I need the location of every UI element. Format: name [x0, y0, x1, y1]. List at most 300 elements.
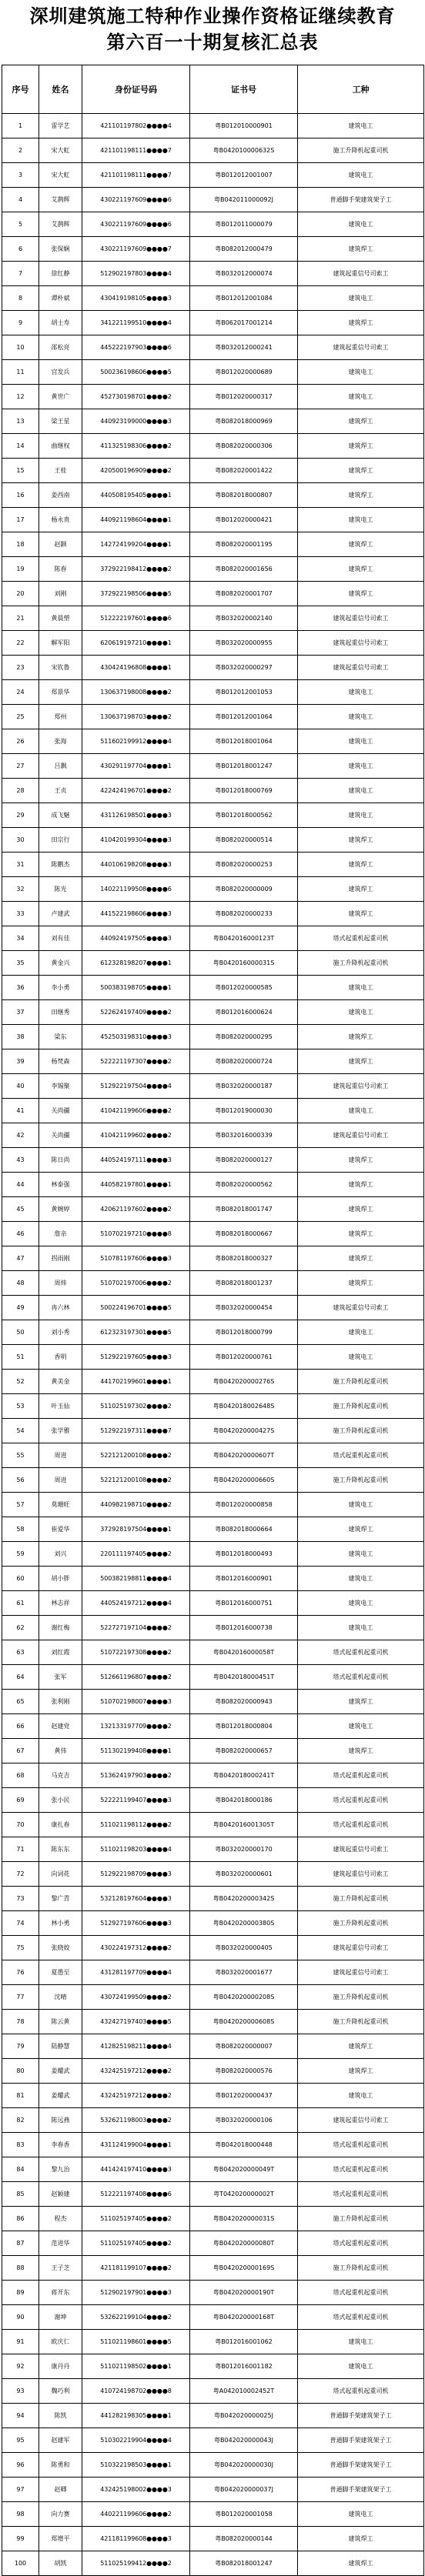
cell-id-number: 440106198208●●●●3 — [82, 853, 190, 877]
cell-seq: 86 — [2, 2207, 39, 2231]
cell-id-number: 432425197212●●●●2 — [82, 2059, 190, 2084]
cell-seq: 90 — [2, 2305, 39, 2330]
cell-seq: 30 — [2, 828, 39, 853]
cell-certificate-number: 粤B042020000031S — [190, 2207, 298, 2231]
cell-name: 胡小胖 — [39, 1567, 82, 1591]
cell-name: 刘兴 — [39, 1542, 82, 1567]
cell-id-number: 412825198211●●●●4 — [82, 2034, 190, 2059]
table-row — [2, 2354, 424, 2379]
cell-id-number: 512922198709●●●●3 — [82, 1862, 190, 1887]
table-row — [2, 1370, 424, 1394]
cell-name: 赵建党 — [39, 1714, 82, 1739]
cell-seq: 56 — [2, 1468, 39, 1493]
cell-name: 张小民 — [39, 1788, 82, 1813]
cell-name: 陈东东 — [39, 1837, 82, 1862]
cell-id-number: 511025197405●●●●2 — [82, 2207, 190, 2231]
table-row — [2, 163, 424, 188]
cell-job-type: 建筑起重信号司索工 — [298, 1123, 424, 1148]
cell-seq: 27 — [2, 754, 39, 779]
cell-job-type: 施工升降机起重司机 — [298, 1911, 424, 1936]
table-row — [2, 2453, 424, 2478]
cell-seq: 80 — [2, 2059, 39, 2084]
cell-id-number: 372922198506●●●●5 — [82, 582, 190, 606]
cell-certificate-number: 粤B032020000106 — [190, 2108, 298, 2133]
cell-id-number: 431124199004●●●●1 — [82, 2133, 190, 2157]
cell-id-number: 532128197604●●●●3 — [82, 1887, 190, 1911]
cell-job-type: 建筑电工 — [298, 1345, 424, 1370]
cell-certificate-number: 粤B042018000241T — [190, 1763, 298, 1788]
cell-name: 黎广青 — [39, 1887, 82, 1911]
cell-certificate-number: 粤B012016000738 — [190, 1616, 298, 1640]
cell-certificate-number: 粤B042020000380S — [190, 1911, 298, 1936]
cell-seq: 77 — [2, 1985, 39, 2010]
cell-name: 郑景华 — [39, 680, 82, 705]
cell-seq: 15 — [2, 459, 39, 483]
table-row — [2, 311, 424, 335]
cell-job-type: 建筑电工 — [298, 212, 424, 237]
cell-id-number: 432425197212●●●●2 — [82, 2084, 190, 2108]
table-row — [2, 1246, 424, 1271]
cell-job-type: 建筑焊工 — [298, 582, 424, 606]
cell-id-number: 372922198412●●●●2 — [82, 557, 190, 582]
cell-job-type: 建筑电工 — [298, 729, 424, 754]
cell-seq: 21 — [2, 606, 39, 631]
cell-name: 胡凯 — [39, 2551, 82, 2576]
cell-seq: 40 — [2, 1074, 39, 1099]
cell-job-type: 建筑起重信号司索工 — [298, 2108, 424, 2133]
cell-certificate-number: 粤B012012001007 — [190, 163, 298, 188]
cell-name: 蒋开东 — [39, 2281, 82, 2305]
cell-certificate-number: 粤B012018000562 — [190, 803, 298, 828]
table-row — [2, 2478, 424, 2502]
cell-certificate-number: 粤B042020000607T — [190, 1443, 298, 1468]
table-row — [2, 1862, 424, 1887]
review-summary-table — [2, 65, 424, 2576]
cell-name: 黄晨塑 — [39, 606, 82, 631]
cell-certificate-number: 粤B042020000190T — [190, 2281, 298, 2305]
table-row — [2, 1123, 424, 1148]
cell-certificate-number: 粤B012020000689 — [190, 360, 298, 385]
table-row — [2, 902, 424, 926]
cell-seq: 95 — [2, 2428, 39, 2453]
cell-job-type: 建筑焊工 — [298, 1148, 424, 1173]
cell-id-number: 341221199510●●●●4 — [82, 311, 190, 335]
cell-certificate-number: 粤B082020001195 — [190, 532, 298, 557]
cell-seq: 98 — [2, 2502, 39, 2527]
cell-seq: 55 — [2, 1443, 39, 1468]
cell-certificate-number: 粤B082020000295 — [190, 1025, 298, 1049]
cell-seq: 75 — [2, 1936, 39, 1960]
table-row — [2, 1616, 424, 1640]
cell-id-number: 420500196909●●●●2 — [82, 459, 190, 483]
cell-id-number: 510702197006●●●●2 — [82, 1271, 190, 1296]
cell-id-number: 522221199407●●●●3 — [82, 1788, 190, 1813]
cell-id-number: 512661196807●●●●2 — [82, 1665, 190, 1690]
cell-id-number: 512922197605●●●●3 — [82, 1345, 190, 1370]
table-row — [2, 360, 424, 385]
cell-job-type: 建筑电工 — [298, 2084, 424, 2108]
cell-certificate-number: 粤T042020000002T — [190, 2182, 298, 2207]
cell-id-number: 440921198604●●●●1 — [82, 508, 190, 532]
cell-id-number: 372928197504●●●●1 — [82, 1517, 190, 1542]
table-row — [2, 705, 424, 729]
table-row — [2, 1271, 424, 1296]
cell-certificate-number: 粤B082020000657 — [190, 1739, 298, 1763]
cell-job-type: 普通脚手架建筑架子工 — [298, 2404, 424, 2428]
cell-certificate-number: 粤B042016000123T — [190, 926, 298, 951]
cell-seq: 39 — [2, 1049, 39, 1074]
cell-certificate-number: 粤B042018000451T — [190, 1665, 298, 1690]
cell-name: 王子芝 — [39, 2256, 82, 2281]
cell-seq: 96 — [2, 2453, 39, 2478]
cell-job-type: 建筑起重信号司索工 — [298, 1074, 424, 1099]
cell-id-number: 132133197709●●●●2 — [82, 1714, 190, 1739]
table-row — [2, 631, 424, 656]
cell-certificate-number: 粤B032012000074 — [190, 262, 298, 286]
cell-job-type: 施工升降机起重司机 — [298, 1394, 424, 1419]
table-row — [2, 114, 424, 138]
table-row — [2, 680, 424, 705]
cell-seq: 83 — [2, 2133, 39, 2157]
cell-name: 刘小秀 — [39, 1320, 82, 1345]
table-row — [2, 729, 424, 754]
table-row — [2, 1443, 424, 1468]
cell-seq: 47 — [2, 1246, 39, 1271]
cell-certificate-number: 粤B042020000080T — [190, 2231, 298, 2256]
cell-name: 陈云黄 — [39, 2010, 82, 2034]
cell-id-number: 532622199104●●●●2 — [82, 2305, 190, 2330]
cell-name: 姜耀武 — [39, 2084, 82, 2108]
cell-name: 李锡聚 — [39, 1074, 82, 1099]
cell-certificate-number: 粤B012020000421 — [190, 508, 298, 532]
table-row — [2, 2207, 424, 2231]
cell-seq: 94 — [2, 2404, 39, 2428]
cell-seq: 31 — [2, 853, 39, 877]
cell-job-type: 建筑电工 — [298, 1714, 424, 1739]
cell-name: 周进 — [39, 1443, 82, 1468]
cell-name: 张海 — [39, 729, 82, 754]
cell-id-number: 532621198003●●●●2 — [82, 2108, 190, 2133]
cell-id-number: 511025197405●●●●2 — [82, 2231, 190, 2256]
cell-seq: 92 — [2, 2354, 39, 2379]
table-row — [2, 2404, 424, 2428]
table-row — [2, 951, 424, 976]
cell-seq: 85 — [2, 2182, 39, 2207]
cell-name: 赵建军 — [39, 2428, 82, 2453]
cell-certificate-number: 粤B042020000342S — [190, 1887, 298, 1911]
cell-job-type: 塔式起重机起重司机 — [298, 2379, 424, 2404]
cell-job-type: 建筑焊工 — [298, 1271, 424, 1296]
cell-name: 崔爱华 — [39, 1517, 82, 1542]
cell-name: 陈远燕 — [39, 2108, 82, 2133]
cell-certificate-number: 粤B012020000858 — [190, 1493, 298, 1517]
cell-name: 林志祥 — [39, 1591, 82, 1616]
cell-job-type: 建筑焊工 — [298, 1222, 424, 1246]
cell-job-type: 建筑起重信号司索工 — [298, 1936, 424, 1960]
table-header-row — [2, 65, 424, 114]
table-row — [2, 779, 424, 803]
cell-id-number: 512922197504●●●●4 — [82, 1074, 190, 1099]
table-row — [2, 1517, 424, 1542]
cell-certificate-number: 粤B042020000660S — [190, 1468, 298, 1493]
cell-name: 黄世广 — [39, 385, 82, 409]
cell-certificate-number: 粤B042016000031S — [190, 951, 298, 976]
cell-seq: 32 — [2, 877, 39, 902]
cell-name: 夏愚至 — [39, 1960, 82, 1985]
table-row — [2, 2034, 424, 2059]
cell-job-type: 建筑起重信号司索工 — [298, 1960, 424, 1985]
cell-seq: 18 — [2, 532, 39, 557]
cell-job-type: 建筑焊工 — [298, 434, 424, 459]
cell-seq: 3 — [2, 163, 39, 188]
cell-job-type: 建筑电工 — [298, 1616, 424, 1640]
cell-job-type: 建筑焊工 — [298, 877, 424, 902]
cell-seq: 33 — [2, 902, 39, 926]
cell-certificate-number: 粤B042020000037J — [190, 2478, 298, 2502]
cell-job-type: 建筑起重信号司索工 — [298, 335, 424, 360]
cell-certificate-number: 粤B012018001247 — [190, 754, 298, 779]
table-row — [2, 1985, 424, 2010]
table-row — [2, 1493, 424, 1517]
cell-name: 魏巧利 — [39, 2379, 82, 2404]
table-row — [2, 1320, 424, 1345]
cell-id-number: 500382198811●●●●4 — [82, 1567, 190, 1591]
cell-seq: 61 — [2, 1591, 39, 1616]
cell-name: 向力赛 — [39, 2502, 82, 2527]
cell-certificate-number: 粤B032020000405 — [190, 1936, 298, 1960]
cell-name: 卢建武 — [39, 902, 82, 926]
table-row — [2, 1468, 424, 1493]
table-row — [2, 1763, 424, 1788]
table-row — [2, 1197, 424, 1222]
cell-id-number: 140221199508●●●●6 — [82, 877, 190, 902]
cell-seq: 8 — [2, 286, 39, 311]
cell-name: 陆静慧 — [39, 2034, 82, 2059]
cell-seq: 14 — [2, 434, 39, 459]
cell-job-type: 建筑焊工 — [298, 1049, 424, 1074]
cell-seq: 48 — [2, 1271, 39, 1296]
cell-job-type: 建筑电工 — [298, 779, 424, 803]
cell-id-number: 510722197308●●●●2 — [82, 1640, 190, 1665]
cell-job-type: 建筑焊工 — [298, 2059, 424, 2084]
cell-job-type: 建筑电工 — [298, 2354, 424, 2379]
cell-name: 黎九治 — [39, 2157, 82, 2182]
cell-seq: 16 — [2, 483, 39, 508]
cell-certificate-number: 粤B012018001064 — [190, 729, 298, 754]
cell-name: 张学雅 — [39, 1419, 82, 1443]
cell-seq: 41 — [2, 1099, 39, 1123]
cell-name: 邵松亮 — [39, 335, 82, 360]
cell-seq: 49 — [2, 1296, 39, 1320]
cell-job-type: 建筑电工 — [298, 1567, 424, 1591]
cell-name: 郑增平 — [39, 2527, 82, 2551]
cell-name: 雷学艺 — [39, 114, 82, 138]
cell-seq: 76 — [2, 1960, 39, 1985]
cell-seq: 62 — [2, 1616, 39, 1640]
cell-certificate-number: 粤B042020000049T — [190, 2157, 298, 2182]
table-row — [2, 1837, 424, 1862]
cell-seq: 36 — [2, 976, 39, 1000]
table-row — [2, 1394, 424, 1419]
cell-job-type: 塔式起重机起重司机 — [298, 2281, 424, 2305]
cell-certificate-number: 粤B032020000187 — [190, 1074, 298, 1099]
table-row — [2, 483, 424, 508]
cell-seq: 34 — [2, 926, 39, 951]
cell-seq: 65 — [2, 1690, 39, 1714]
cell-seq: 78 — [2, 2010, 39, 2034]
cell-id-number: 422424196701●●●●2 — [82, 779, 190, 803]
cell-name: 陈鹏杰 — [39, 853, 82, 877]
cell-job-type: 建筑电工 — [298, 114, 424, 138]
cell-job-type: 施工升降机起重司机 — [298, 2256, 424, 2281]
table-row — [2, 286, 424, 311]
cell-job-type: 建筑焊工 — [298, 1197, 424, 1222]
cell-certificate-number: 粤B012012001084 — [190, 286, 298, 311]
cell-name: 欧庆仁 — [39, 2330, 82, 2354]
cell-certificate-number: 粤B082020000253 — [190, 853, 298, 877]
cell-job-type: 建筑起重信号司索工 — [298, 656, 424, 680]
cell-name: 黄美金 — [39, 1370, 82, 1394]
cell-certificate-number: 粤B012018000799 — [190, 1320, 298, 1345]
cell-certificate-number: 粤B012012001053 — [190, 680, 298, 705]
column-header-id-number: 身份证号码 — [82, 65, 190, 114]
table-row — [2, 2379, 424, 2404]
cell-name: 香明 — [39, 1345, 82, 1370]
cell-certificate-number: 粤B042011000092J — [190, 188, 298, 212]
cell-certificate-number: 粤B082018001237 — [190, 1271, 298, 1296]
cell-seq: 19 — [2, 557, 39, 582]
cell-certificate-number: 粤B032020002140 — [190, 606, 298, 631]
cell-seq: 82 — [2, 2108, 39, 2133]
cell-seq: 72 — [2, 1862, 39, 1887]
cell-job-type: 塔式起重机起重司机 — [298, 1443, 424, 1468]
cell-certificate-number: 粤B032020001677 — [190, 1960, 298, 1985]
table-row — [2, 459, 424, 483]
cell-seq: 37 — [2, 1000, 39, 1025]
table-row — [2, 262, 424, 286]
cell-certificate-number: 粤B082018001247 — [190, 2551, 298, 2576]
cell-seq: 68 — [2, 1763, 39, 1788]
cell-seq: 70 — [2, 1813, 39, 1837]
cell-name: 宋钦鲁 — [39, 656, 82, 680]
cell-id-number: 512927197606●●●●3 — [82, 1911, 190, 1936]
cell-id-number: 511025199412●●●●2 — [82, 2551, 190, 2576]
cell-certificate-number: 粤A042010002452T — [190, 2379, 298, 2404]
cell-certificate-number: 粤B042020000025J — [190, 2404, 298, 2428]
cell-job-type: 施工升降机起重司机 — [298, 2010, 424, 2034]
cell-seq: 58 — [2, 1517, 39, 1542]
cell-job-type: 建筑电工 — [298, 360, 424, 385]
cell-name: 沈晴 — [39, 1985, 82, 2010]
cell-certificate-number: 粤B012016000624 — [190, 1000, 298, 1025]
cell-certificate-number: 粤B082020001707 — [190, 582, 298, 606]
cell-name: 林泰强 — [39, 1173, 82, 1197]
cell-name: 宋大虹 — [39, 163, 82, 188]
cell-seq: 28 — [2, 779, 39, 803]
cell-name: 关尚疆 — [39, 1099, 82, 1123]
cell-name: 田继秀 — [39, 1000, 82, 1025]
cell-seq: 89 — [2, 2281, 39, 2305]
cell-certificate-number: 粤B042016001305T — [190, 1813, 298, 1837]
cell-seq: 67 — [2, 1739, 39, 1763]
cell-seq: 10 — [2, 335, 39, 360]
table-body — [2, 114, 424, 2576]
cell-certificate-number: 粤B082020000943 — [190, 1690, 298, 1714]
cell-certificate-number: 粤B042010000632S — [190, 138, 298, 163]
cell-name: 康扎春 — [39, 1813, 82, 1837]
cell-name: 关尚疆 — [39, 1123, 82, 1148]
cell-certificate-number: 粤B042020000030J — [190, 2453, 298, 2478]
cell-id-number: 512902197901●●●●3 — [82, 2281, 190, 2305]
cell-id-number: 430221197609●●●●6 — [82, 188, 190, 212]
table-row — [2, 2010, 424, 2034]
cell-job-type: 建筑起重信号司索工 — [298, 1837, 424, 1862]
cell-certificate-number: 粤B062017001214 — [190, 311, 298, 335]
cell-name: 拐雨刚 — [39, 1246, 82, 1271]
cell-certificate-number: 粤B082020001422 — [190, 459, 298, 483]
cell-job-type: 建筑电工 — [298, 163, 424, 188]
cell-seq: 1 — [2, 114, 39, 138]
cell-id-number: 441424197410●●●●3 — [82, 2157, 190, 2182]
cell-certificate-number: 粤B012020000317 — [190, 385, 298, 409]
cell-seq: 53 — [2, 1394, 39, 1419]
cell-id-number: 500383198705●●●●1 — [82, 976, 190, 1000]
cell-id-number: 440524197212●●●●4 — [82, 1591, 190, 1616]
cell-job-type: 普通脚手架建筑架子工 — [298, 2453, 424, 2478]
cell-job-type: 建筑电工 — [298, 1320, 424, 1345]
cell-name: 张军 — [39, 1665, 82, 1690]
cell-certificate-number: 粤B012016000751 — [190, 1591, 298, 1616]
cell-job-type: 施工升降机起重司机 — [298, 138, 424, 163]
document-title — [0, 0, 425, 60]
cell-job-type: 建筑焊工 — [298, 1246, 424, 1271]
cell-id-number: 512922197311●●●●7 — [82, 1419, 190, 1443]
cell-id-number: 511025197302●●●●2 — [82, 1394, 190, 1419]
column-header-seq: 序号 — [2, 65, 39, 114]
cell-seq: 63 — [2, 1640, 39, 1665]
cell-job-type: 施工升降机起重司机 — [298, 1985, 424, 2010]
cell-id-number: 142724199204●●●●1 — [82, 532, 190, 557]
cell-id-number: 432427197403●●●●5 — [82, 2010, 190, 2034]
cell-certificate-number: 粤B042020000169S — [190, 2256, 298, 2281]
cell-job-type: 建筑焊工 — [298, 902, 424, 926]
cell-job-type: 建筑焊工 — [298, 2527, 424, 2551]
cell-id-number: 421181199107●●●●2 — [82, 2256, 190, 2281]
cell-certificate-number: 粤B082020001656 — [190, 557, 298, 582]
cell-job-type: 建筑焊工 — [298, 1517, 424, 1542]
cell-name: 王桂 — [39, 459, 82, 483]
cell-name: 刘有佳 — [39, 926, 82, 951]
table-row — [2, 2551, 424, 2576]
cell-job-type: 建筑电工 — [298, 2502, 424, 2527]
cell-seq: 42 — [2, 1123, 39, 1148]
cell-job-type: 建筑起重信号司索工 — [298, 631, 424, 656]
cell-seq: 57 — [2, 1493, 39, 1517]
cell-certificate-number: 粤B042020000208S — [190, 1985, 298, 2010]
cell-id-number: 410420199304●●●●3 — [82, 828, 190, 853]
cell-certificate-number: 粤B082018000327 — [190, 1246, 298, 1271]
cell-id-number: 410421199602●●●●2 — [82, 1123, 190, 1148]
cell-name: 陈春 — [39, 557, 82, 582]
cell-name: 赵颖建 — [39, 2182, 82, 2207]
cell-certificate-number: 粤B082020000306 — [190, 434, 298, 459]
cell-job-type: 普通脚手架建筑架子工 — [298, 2478, 424, 2502]
table-row — [2, 1148, 424, 1173]
cell-id-number: 441702199601●●●●1 — [82, 1370, 190, 1394]
cell-id-number: 522221197307●●●●2 — [82, 1049, 190, 1074]
table-row — [2, 803, 424, 828]
cell-id-number: 522727197104●●●●2 — [82, 1616, 190, 1640]
